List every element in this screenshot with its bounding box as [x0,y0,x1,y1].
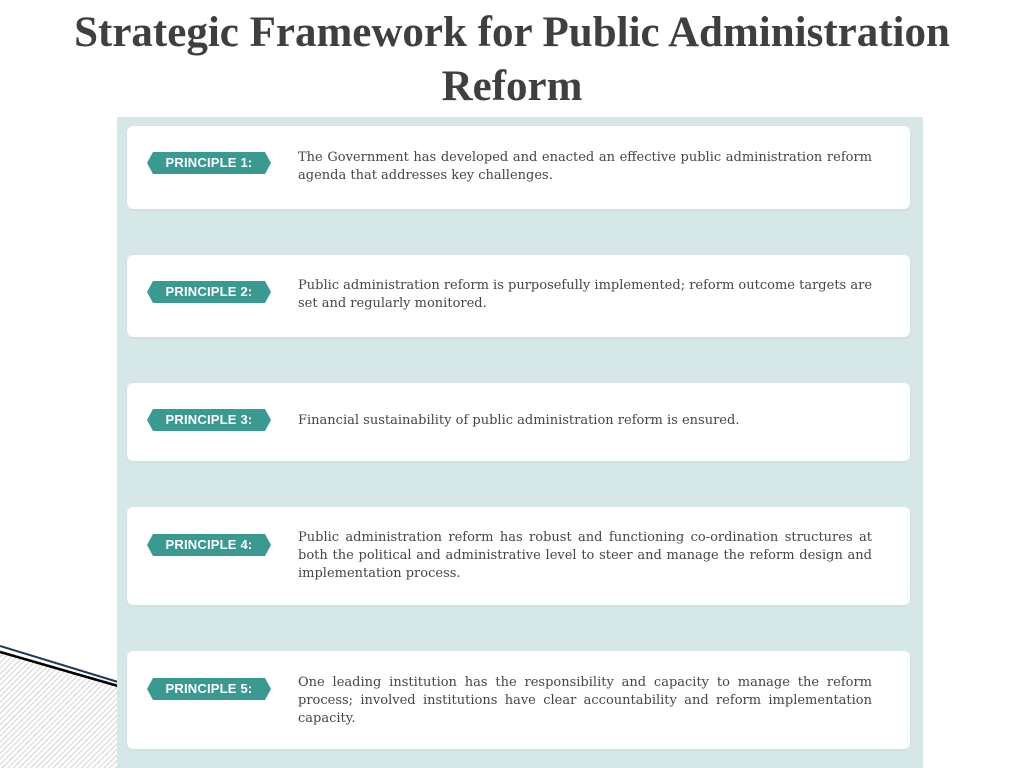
principle-card [127,255,910,337]
principle-text: The Government has developed and enacted an effective public administration reform agenda that addresses key challenges. [298,150,872,183]
principle-card [127,126,910,209]
principle-label: PRINCIPLE 4: [165,537,253,552]
principle-card [127,383,910,461]
principle-text: Public administration reform is purposefully implemented; reform outcome targets are set and regularly monitored. [298,278,873,311]
principle-badge [147,409,271,431]
principle-label: PRINCIPLE 5: [165,681,253,696]
principle-badge [147,534,271,556]
principle-text: One leading institution has the responsibility and capacity to manage the reform process; involved institutions have clear accountability and reform implementation capacity. [298,675,872,726]
principle-card [127,651,910,749]
principle-card [127,507,910,605]
principle-text: Public administration reform has robust and functioning co-ordination structures at both the political and administrative level to steer and manage the reform design and implementation process. [298,530,872,581]
principle-badge [147,281,271,303]
principle-label: PRINCIPLE 1: [165,155,253,170]
principle-label: PRINCIPLE 2: [165,284,253,299]
principle-badge [147,152,271,174]
principles-panel [117,117,923,768]
slide-title: Strategic Framework for Public Administration Reform [74,9,950,110]
principle-badge [147,678,271,700]
principle-text: Financial sustainability of public administration reform is ensured. [298,413,740,428]
principle-label: PRINCIPLE 3: [165,412,253,427]
